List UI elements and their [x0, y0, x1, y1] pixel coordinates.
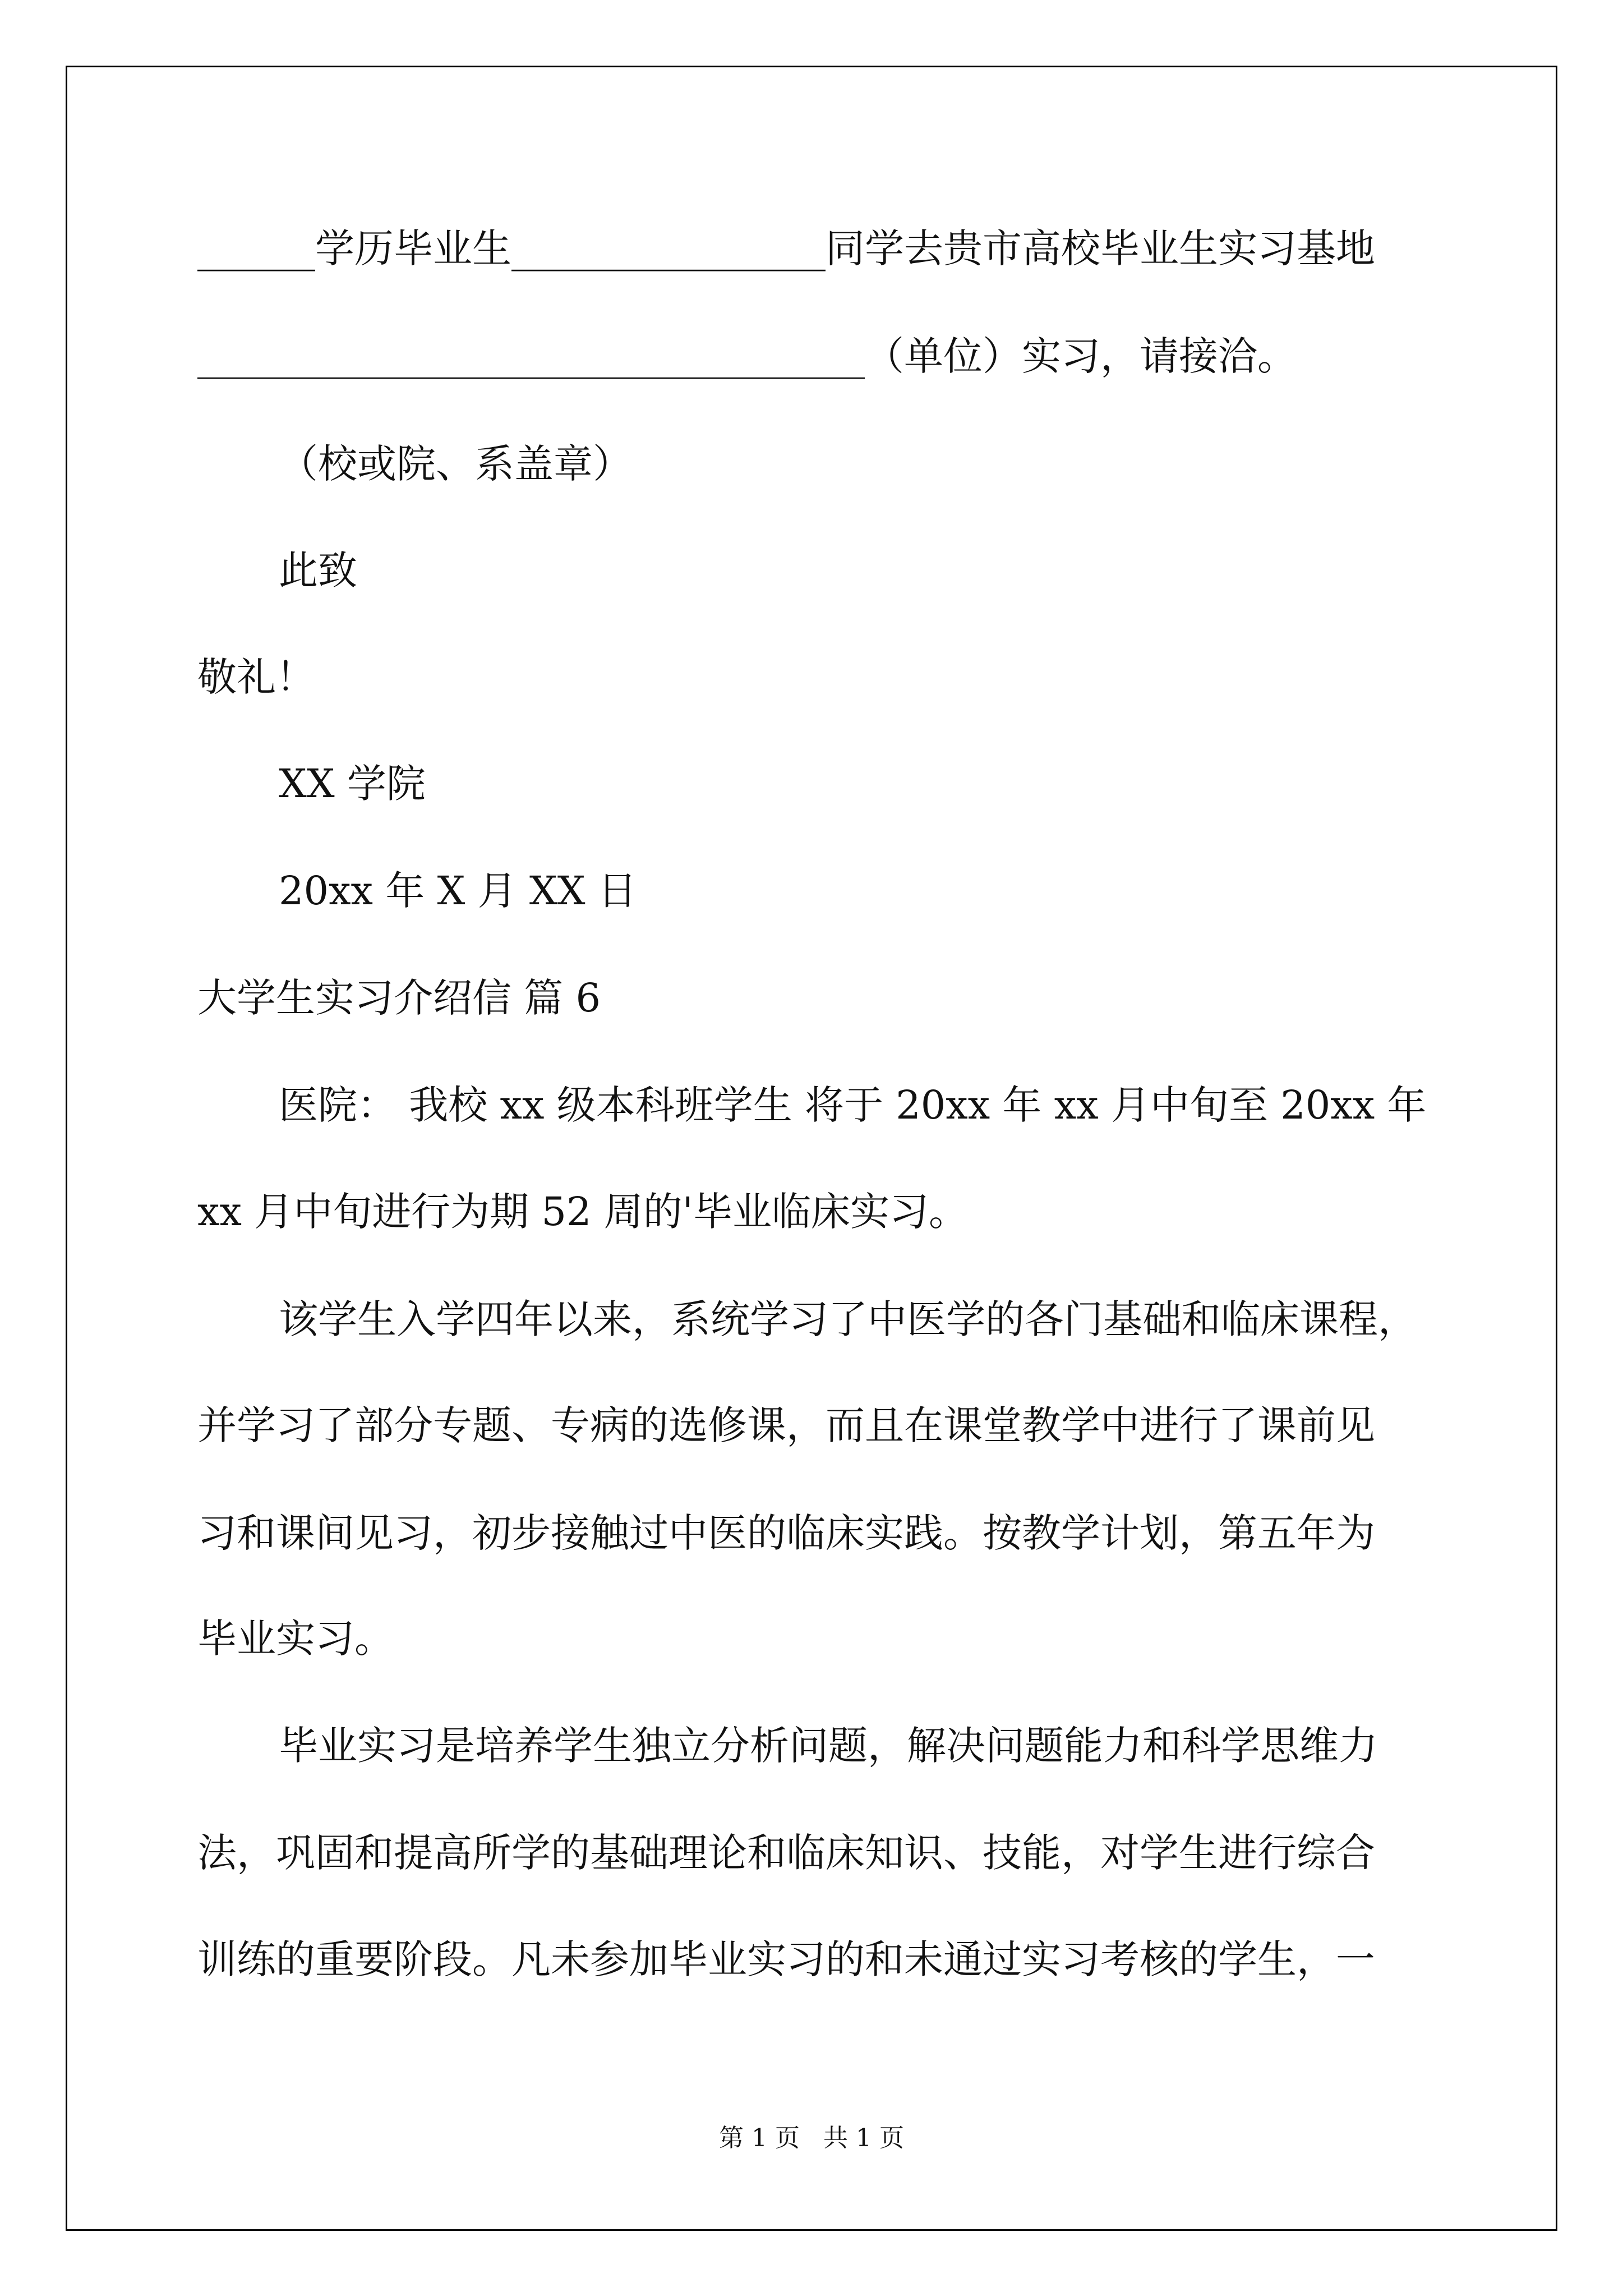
text-line-5: 敬礼！: [197, 654, 315, 700]
text-line-3: （校或院、系盖章）: [279, 441, 632, 487]
page-border: [66, 66, 1557, 2231]
text-line-7: 20xx 年 X 月 XX 日: [279, 868, 637, 914]
text-line-15: 毕业实习是培养学生独立分析问题，解决问题能力和科学思维力: [279, 1723, 1378, 1769]
text-line-6: XX 学院: [279, 761, 426, 807]
page-number-footer: 第 1 页 共 1 页: [719, 2124, 904, 2152]
text-line-1: ______学历毕业生________________同学去贵市高校毕业生实习基地: [197, 226, 1375, 272]
text-line-11: 该学生入学四年以来，系统学习了中医学的各门基础和临床课程，: [279, 1296, 1417, 1342]
text-line-13: 习和课间见习，初步接触过中医的临床实践。按教学计划，第五年为: [197, 1510, 1375, 1556]
text-line-12: 并学习了部分专题、专病的选修课，而且在课堂教学中进行了课前见: [197, 1402, 1375, 1448]
text-line-16: 法，巩固和提高所学的基础理论和临床知识、技能，对学生进行综合: [197, 1830, 1375, 1876]
text-line-10: xx 月中旬进行为期 52 周的'毕业临床实习。: [197, 1189, 969, 1235]
text-line-4: 此致: [279, 547, 357, 593]
text-line-14: 毕业实习。: [197, 1616, 394, 1662]
section-heading: 大学生实习介绍信 篇 6: [197, 975, 601, 1021]
text-line-9: 医院： 我校 xx 级本科班学生 将于 20xx 年 xx 月中旬至 20xx 年: [279, 1082, 1427, 1128]
text-line-17: 训练的重要阶段。凡未参加毕业实习的和未通过实习考核的学生，一: [197, 1936, 1375, 1982]
text-line-2: __________________________________（单位）实习，请接洽。: [197, 333, 1297, 379]
